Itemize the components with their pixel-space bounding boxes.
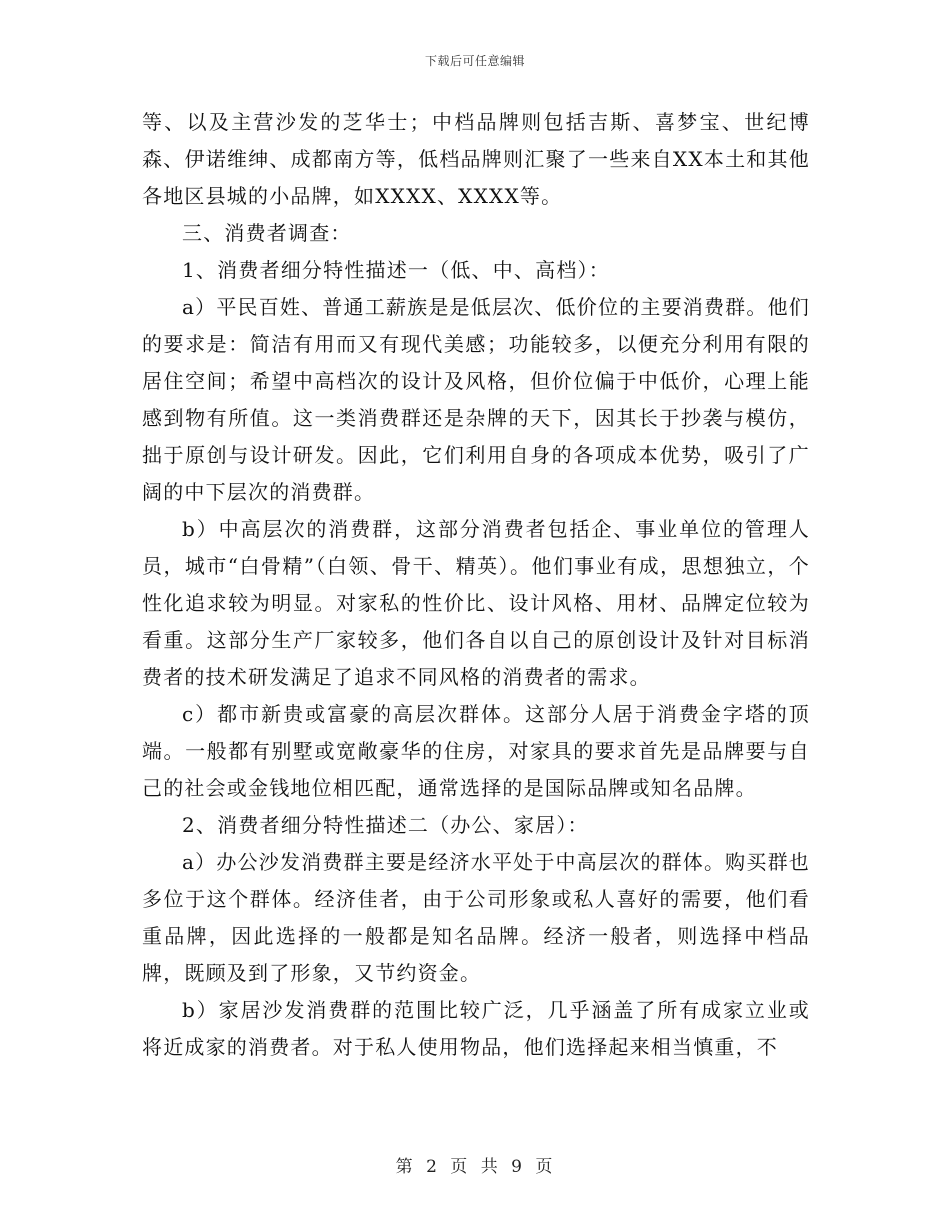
paragraph-segment-1b: b）中高层次的消费群，这部分消费者包括企、事业单位的管理人员，城市“白骨精”（白领、骨干、精英）。他们事业有成，思想独立，个性化追求较为明显。对家私的性价比、设计风格、用材、品牌定位较为看重。这部分生产厂家较多，他们各自以自己的原创设计及针对目标消费者的技术研发满足了追求不同风格的消费者的需求。 — [142, 517, 810, 689]
page-number-footer: 第 2 页 共 9 页 — [395, 1157, 555, 1177]
paragraph-brands-continued: 等、以及主营沙发的芝华士；中档品牌则包括吉斯、喜梦宝、世纪博森、伊诺维绅、成都南方等，低档品牌则汇聚了一些来自XX本土和其他各地区县城的小品牌，如XXXX、XXXX等。 — [142, 110, 810, 208]
page-header-note: 下载后可任意编辑 — [424, 54, 525, 68]
paragraph-segment-1a: a）平民百姓、普通工薪族是是低层次、低价位的主要消费群。他们的要求是：简洁有用而又有现代美感；功能较多，以便充分利用有限的居住空间；希望中高档次的设计及风格，但价位偏于中低价，心理上能感到物有所值。这一类消费群还是杂牌的天下，因其长于抄袭与模仿，拙于原创与设计研发。因此，它们利用自身的各项成本优势，吸引了广阔的中下层次的消费群。 — [142, 295, 810, 504]
subheading-segment-1: 1、消费者细分特性描述一（低、中、高档）： — [182, 258, 610, 282]
section-heading-consumer-survey: 三、消费者调查： — [182, 221, 352, 245]
paragraph-segment-1c: c）都市新贵或富豪的高层次群体。这部分人居于消费金字塔的顶端。一般都有别墅或宽敞豪华的住房，对家具的要求首先是品牌要与自己的社会或金钱地位相匹配，通常选择的是国际品牌或知名品牌。 — [142, 702, 810, 800]
subheading-segment-2: 2、消费者细分特性描述二（办公、家居）： — [182, 813, 589, 837]
paragraph-segment-2a: a）办公沙发消费群主要是经济水平处于中高层次的群体。购买群也多位于这个群体。经济佳者，由于公司形象或私人喜好的需要，他们看重品牌，因此选择的一般都是知名品牌。经济一般者，则选择中档品牌，既顾及到了形象，又节约资金。 — [142, 850, 810, 985]
paragraph-segment-2b: b）家居沙发消费群的范围比较广泛，几乎涵盖了所有成家立业或将近成家的消费者。对于私人使用物品，他们选择起来相当慎重，不 — [142, 998, 810, 1059]
document-body — [142, 104, 810, 1066]
